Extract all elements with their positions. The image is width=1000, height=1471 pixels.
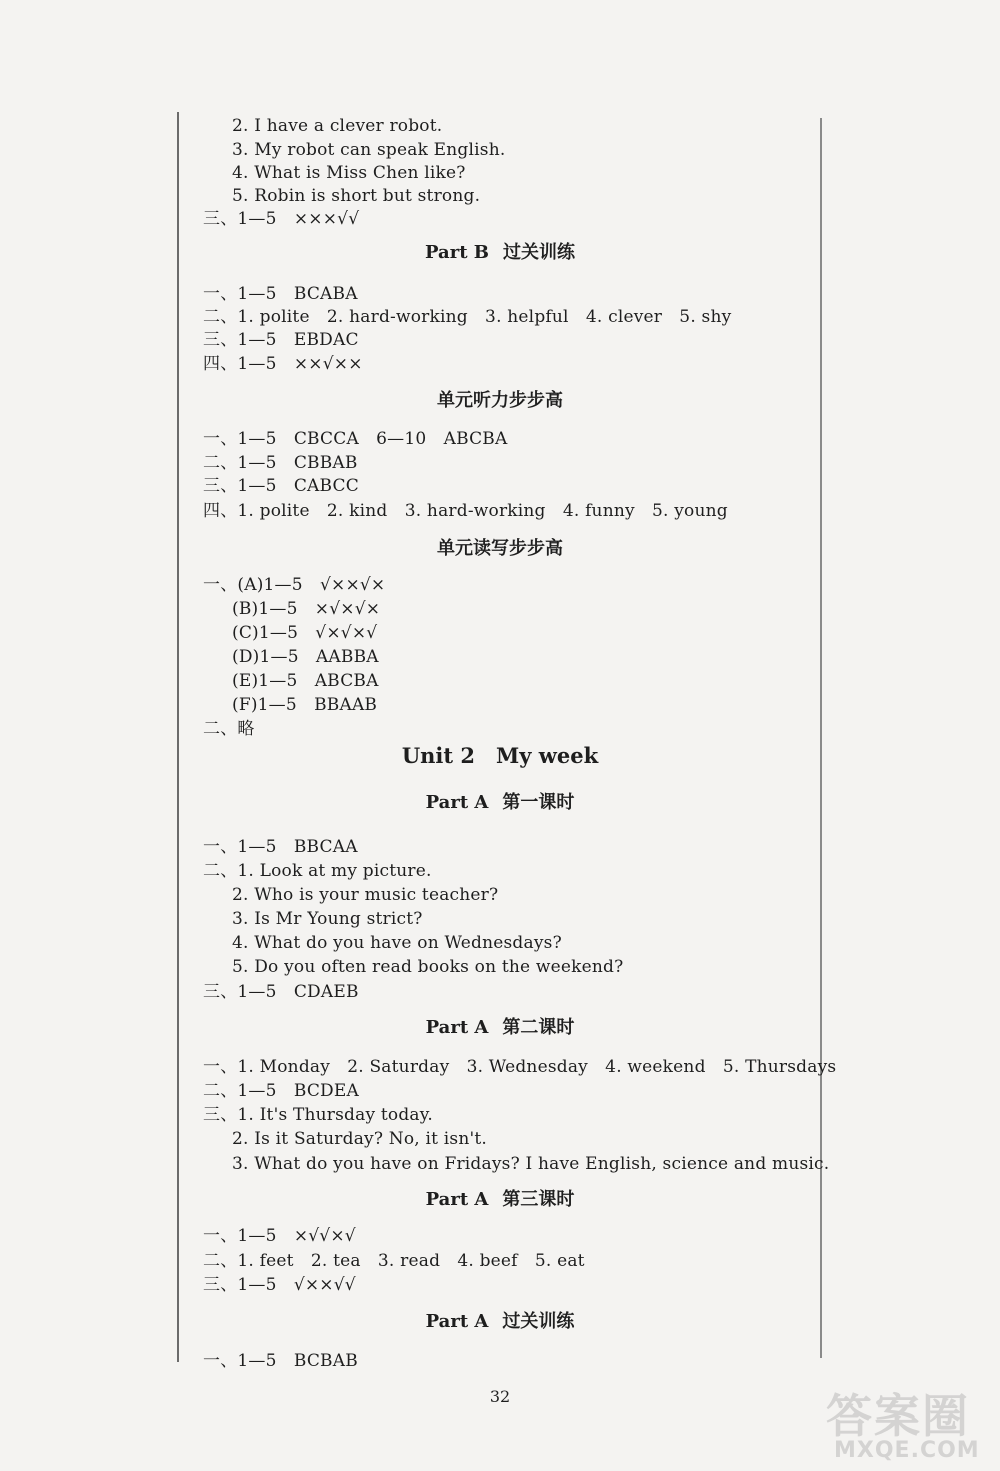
answer-line: 三、1—5 CABCC [203, 476, 359, 496]
answer-line: 二、略 [203, 719, 255, 739]
answer-line: 一、1—5 CBCCA 6—10 ABCBA [203, 429, 508, 449]
watermark-logo: 答案圈 MXQE.COM [826, 1389, 980, 1463]
answer-line: 4. What is Miss Chen like? [232, 163, 466, 183]
answer-line: 二、1. polite 2. hard-working 3. helpful 4. clever 5. shy [203, 307, 732, 327]
answer-line: 4. What do you have on Wednesdays? [232, 933, 562, 953]
answer-line: 一、1—5 ×√√×√ [203, 1226, 356, 1246]
answer-line: 3. Is Mr Young strict? [232, 909, 423, 929]
page-number: 32 [489, 1387, 511, 1406]
answer-line: 三、1—5 EBDAC [203, 330, 359, 350]
answer-line: (E)1—5 ABCBA [232, 671, 379, 691]
answer-line: 5. Do you often read books on the weekend? [232, 957, 624, 977]
answer-line: 四、1. polite 2. kind 3. hard-working 4. funny 5. young [203, 501, 728, 521]
answer-line: 二、1. feet 2. tea 3. read 4. beef 5. eat [203, 1251, 585, 1271]
section-heading-part-a-review: Part A 过关训练 [425, 1311, 575, 1332]
answer-line: 三、1. It's Thursday today. [203, 1105, 433, 1125]
answer-line: 二、1—5 CBBAB [203, 453, 358, 473]
answer-line: 四、1—5 ××√×× [203, 354, 363, 374]
answer-line: (F)1—5 BBAAB [232, 695, 378, 715]
answer-line: 5. Robin is short but strong. [232, 186, 481, 206]
answer-line: 2. I have a clever robot. [232, 116, 443, 136]
answer-line: (D)1—5 AABBA [232, 647, 379, 667]
answer-line: 一、1—5 BCABA [203, 284, 358, 304]
answer-line: 三、1—5 √××√√ [203, 1275, 356, 1295]
answer-line: 2. Who is your music teacher? [232, 885, 499, 905]
left-margin-rule [177, 112, 179, 1362]
answer-line: 2. Is it Saturday? No, it isn't. [232, 1129, 487, 1149]
answer-line: (C)1—5 √×√×√ [232, 623, 378, 643]
section-heading-reading-writing: 单元读写步步高 [437, 538, 563, 559]
answer-line: 一、(A)1—5 √××√× [203, 575, 386, 595]
answer-line: 3. What do you have on Fridays? I have English, science and music. [232, 1154, 830, 1174]
answer-line: 3. My robot can speak English. [232, 140, 506, 160]
section-heading-listening: 单元听力步步高 [437, 390, 563, 411]
unit-title: Unit 2 My week [401, 743, 599, 768]
section-heading-part-a-3: Part A 第三课时 [425, 1189, 575, 1210]
answer-line: 一、1—5 BBCAA [203, 837, 358, 857]
answer-line: 三、1—5 CDAEB [203, 982, 359, 1002]
answer-line: 二、1. Look at my picture. [203, 861, 432, 881]
section-heading-part-b: Part B 过关训练 [425, 242, 575, 263]
answer-line: 一、1—5 BCBAB [203, 1351, 358, 1371]
answer-line: (B)1—5 ×√×√× [232, 599, 381, 619]
answer-line: 三、1—5 ×××√√ [203, 209, 360, 229]
section-heading-part-a-2: Part A 第二课时 [425, 1017, 575, 1038]
section-heading-part-a-1: Part A 第一课时 [425, 792, 575, 813]
answer-line: 一、1. Monday 2. Saturday 3. Wednesday 4. weekend 5. Thursdays [203, 1057, 837, 1077]
answer-line: 二、1—5 BCDEA [203, 1081, 359, 1101]
